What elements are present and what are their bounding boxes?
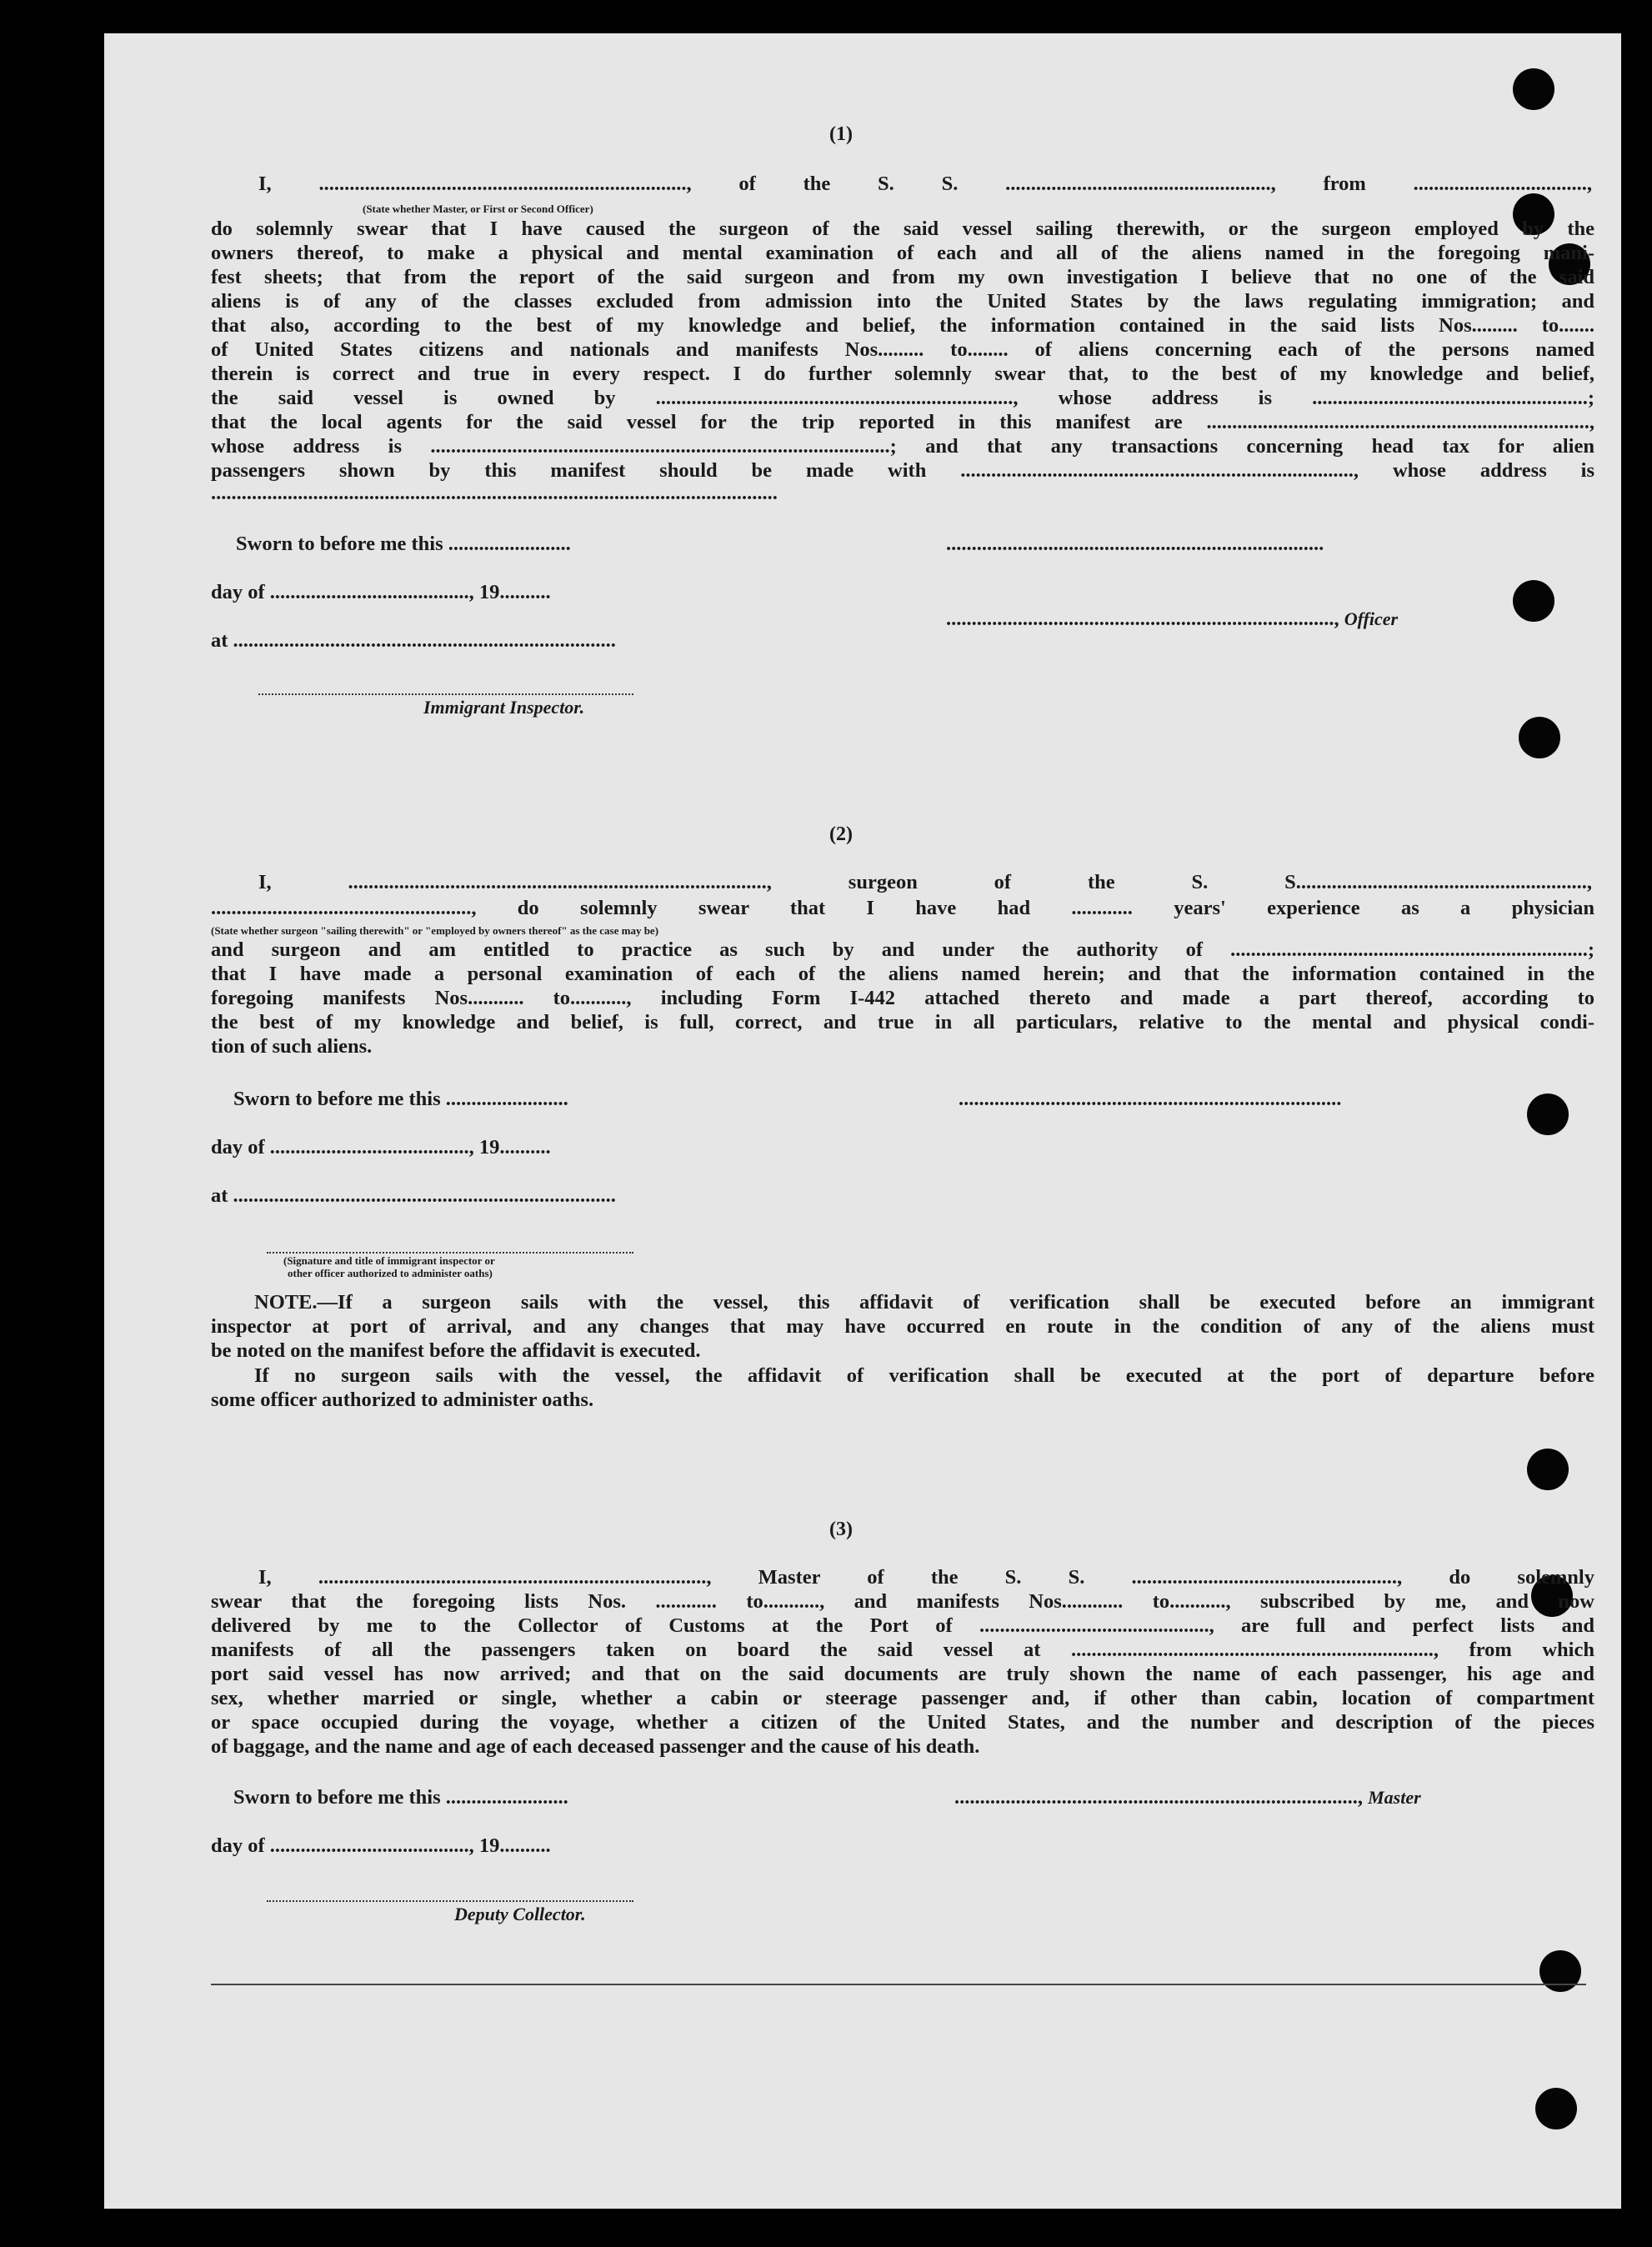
sworn-line-1: Sworn to before me this ........................: [236, 533, 571, 555]
section-1-line: that also, according to the best of my knowledge and belief, the information contained in the said lists Nos......... to.......: [211, 314, 1594, 337]
section-3-line: I, ............................................................................, Master of the S. S. ...................................................., do solemnly: [258, 1566, 1594, 1589]
section-number-1: (1): [829, 123, 853, 145]
section-3-line: manifests of all the passengers taken on board the said vessel at ......................................................................., from which: [211, 1639, 1594, 1661]
sworn-line-2: Sworn to before me this ........................: [233, 1088, 568, 1110]
collector-label: Deputy Collector.: [454, 1904, 586, 1924]
section-1-line: owners thereof, to make a physical and mental examination of each and all of the aliens named in the foregoing mani-: [211, 242, 1594, 264]
section-3-line: of baggage, and the name and age of each deceased passenger and the cause of his death.: [211, 1735, 980, 1758]
section-3-line: swear that the foregoing lists Nos. ............ to..........., and manifests Nos............ to..........., subscribed by me, and now: [211, 1590, 1594, 1613]
section-1-line: aliens is of any of the classes excluded from admission into the United States by the laws regulating immigration; and: [211, 290, 1594, 313]
sign-note-2: other officer authorized to administer oaths): [288, 1267, 493, 1279]
at-line-2: at ...........................................................................: [211, 1184, 616, 1207]
officer-dots: ............................................................................,: [946, 608, 1344, 630]
note-line: inspector at port of arrival, and any changes that may have occurred en route in the condition of any of the aliens must: [211, 1315, 1594, 1338]
section-1-line: ...............................................................................................................: [211, 482, 778, 504]
day-line-2: day of ......................................., 19..........: [211, 1136, 551, 1159]
section-1-line: that the local agents for the said vessel for the trip reported in this manifest are ...........................................................................,: [211, 411, 1594, 433]
section-number-2: (2): [829, 823, 853, 845]
section-1-line: therein is correct and true in every respect. I do further solemnly swear that, to the best of my knowledge and belief,: [211, 363, 1594, 385]
section-2-line: ..................................................., do solemnly swear that I have had ............ years' experience as a physician: [211, 897, 1594, 919]
sign-note-1: (Signature and title of immigrant inspector or: [283, 1254, 495, 1267]
note-line: some officer authorized to administer oaths.: [211, 1389, 594, 1411]
day-line-3: day of ......................................., 19..........: [211, 1834, 551, 1857]
section-1-line: whose address is ..........................................................................................; and that any transactions concerning head tax for alien: [211, 435, 1594, 458]
signature-line-2: ...........................................................................: [959, 1088, 1342, 1110]
section-3-line: port said vessel has now arrived; and that on the said documents are truly shown the name of each passenger, his age and: [211, 1663, 1594, 1685]
section-number-3: (3): [829, 1519, 853, 1540]
section-2-line: the best of my knowledge and belief, is full, correct, and true in all particulars, relative to the mental and physical condi-: [211, 1011, 1594, 1033]
section-1-line: I, ........................................................................, of the S. S. ...................................................., from ..................................,: [258, 173, 1592, 195]
signature-line-1: ..........................................................................: [946, 533, 1324, 555]
master-line: [954, 1785, 1421, 1809]
section-1-line: fest sheets; that from the report of the said surgeon and from my own investigation I believe that no one of the said: [211, 266, 1594, 288]
collector-signature-line: [267, 1900, 633, 1902]
authorized-signature-line: [267, 1252, 633, 1254]
master-dots: ...............................................................................,: [954, 1786, 1369, 1809]
section-3-line: delivered by me to the Collector of Customs at the Port of ............................................., are full and perfect lists and: [211, 1614, 1594, 1637]
master-label: Master: [1368, 1787, 1421, 1808]
section-1-line: of United States citizens and nationals and manifests Nos......... to........ of aliens concerning each of the persons named: [211, 338, 1594, 361]
section-2-line: and surgeon and am entitled to practice as such by and under the authority of ......................................................................;: [211, 938, 1594, 961]
sworn-line-3: Sworn to before me this ........................: [233, 1786, 568, 1809]
section-2-line: tion of such aliens.: [211, 1035, 373, 1058]
section-2-line: foregoing manifests Nos........... to..........., including Form I-442 attached thereto and made a part thereof, according to: [211, 987, 1594, 1009]
officer-label: Officer: [1344, 608, 1399, 629]
at-line-1: at ...........................................................................: [211, 629, 616, 652]
note-line: NOTE.—If a surgeon sails with the vessel, this affidavit of verification shall be executed before an immigrant: [254, 1291, 1594, 1314]
section-1-line: do solemnly swear that I have caused the surgeon of the said vessel sailing therewith, or the surgeon employed by the: [211, 218, 1594, 240]
officer-note: (State whether Master, or First or Second Officer): [363, 203, 593, 215]
inspector-signature-line: [258, 693, 633, 695]
section-1-line: the said vessel is owned by ......................................................................, whose address is ......................................................;: [211, 387, 1594, 409]
note-line: be noted on the manifest before the affidavit is executed.: [211, 1339, 701, 1362]
section-2-line: that I have made a personal examination of each of the aliens named herein; and that the information contained in the: [211, 963, 1594, 985]
surgeon-note: (State whether surgeon "sailing therewith" or "employed by owners thereof" as the case may be): [211, 924, 659, 937]
section-2-line: I, .................................................................................., surgeon of the S. S.........................................................,: [258, 871, 1592, 893]
day-line-1: day of ......................................., 19..........: [211, 581, 551, 603]
officer-line: [946, 607, 1398, 631]
bottom-rule: [211, 1984, 1586, 1985]
section-1-line: passengers shown by this manifest should be made with ............................................................................., whose address is: [211, 459, 1594, 482]
note-line: If no surgeon sails with the vessel, the affidavit of verification shall be executed at the port of departure before: [254, 1364, 1594, 1387]
inspector-label: Immigrant Inspector.: [423, 697, 585, 718]
section-3-line: sex, whether married or single, whether a cabin or steerage passenger and, if other than cabin, location of compartment: [211, 1687, 1594, 1709]
section-3-line: or space occupied during the voyage, whether a citizen of the United States, and the number and description of the pieces: [211, 1711, 1594, 1734]
